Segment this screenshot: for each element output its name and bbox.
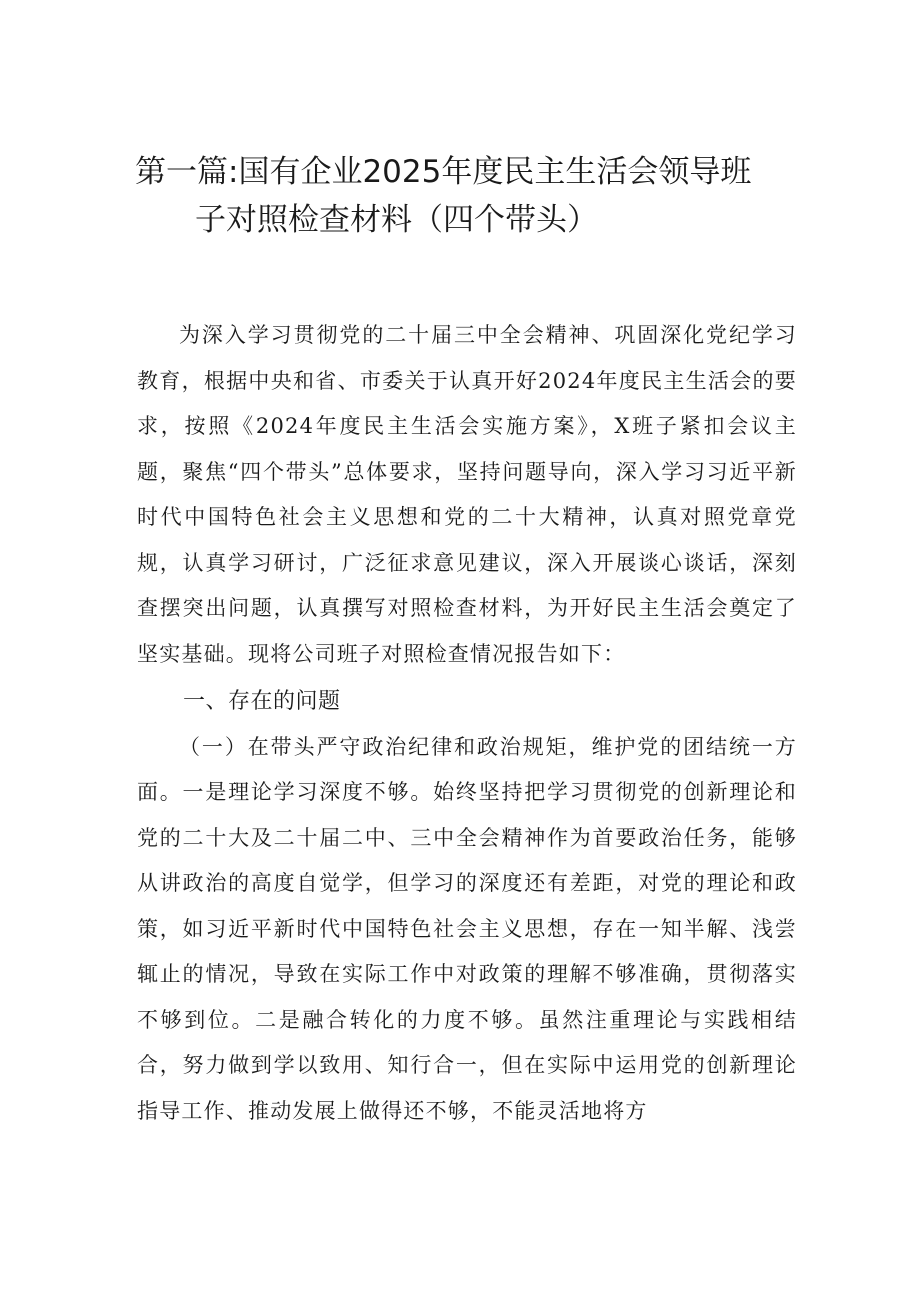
intro-paragraph: 为深入学习贯彻党的二十届三中全会精神、巩固深化党纪学习教育，根据中央和省、市委关于认真开好2024年度民主生活会的要求，按照《2024年度民主生活会实施方案》，X班子紧扣会议主题，聚焦“四个带头”总体要求，坚持问题导向，深入学习习近平新时代中国特色社会主义思想和党的二十大精神，认真对照党章党规，认真学习研讨，广泛征求意见建议，深入开展谈心谈话，深刻查摆突出问题，认真撰写对照检查材料，为开好民主生活会奠定了坚实基础。现将公司班子对照检查情况报告如下：: [137, 323, 797, 666]
document-title: [100, 148, 820, 244]
title-line-1: 第一篇:国有企业2025年度民主生活会领导班: [135, 154, 752, 190]
document-body: [137, 313, 797, 1134]
section-paragraph-political-discipline: （一）在带头严守政治纪律和政治规矩，维护党的团结统一方面。一是理论学习深度不够。始终坚持把学习贯彻党的创新理论和党的二十大及二十届二中、三中全会精神作为首要政治任务，能够从讲政治的高度自觉学，但学习的深度还有差距，对党的理论和政策，如习近平新时代中国特色社会主义思想，存在一知半解、浅尝辄止的情况，导致在实际工作中对政策的理解不够准确，贯彻落实不够到位。二是融合转化的力度不够。虽然注重理论与实践相结合，努力做到学以致用、知行合一，但在实际中运用党的创新理论指导工作、推动发展上做得还不够，不能灵活地将方: [137, 734, 797, 1123]
title-line-2: 子对照检查材料（四个带头）: [195, 202, 598, 238]
section-heading-problems: 一、存在的问题: [183, 689, 341, 714]
